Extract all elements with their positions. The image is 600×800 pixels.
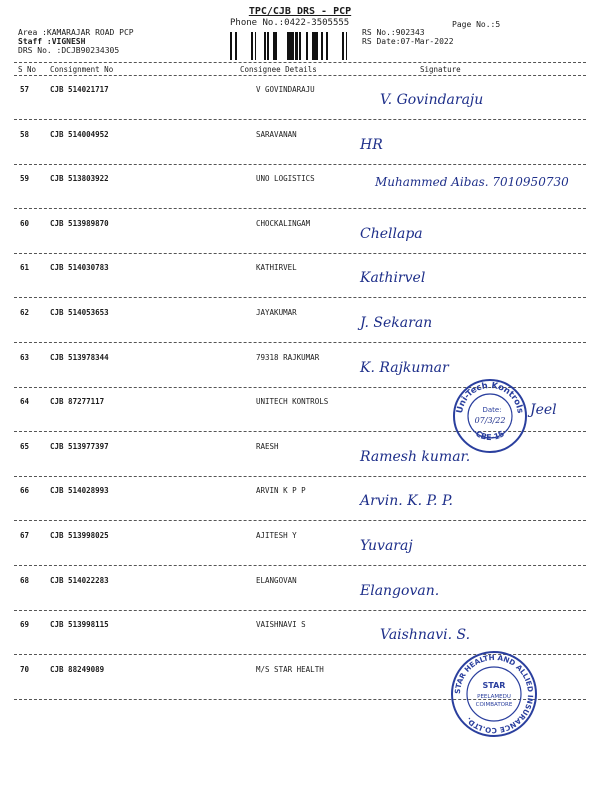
row-divider [14,610,586,611]
header-divider-bottom [14,75,586,76]
row-divider [14,164,586,165]
star-health-stamp [450,650,538,738]
row-consignee: KATHIRVEL [256,263,297,273]
rs-number: RS No.:902343 [362,28,425,37]
row-consignee: UNO LOGISTICS [256,174,315,184]
star-ring-text: STAR HEALTH AND ALLIED INSURANCE CO.LTD. [452,652,536,736]
column-consignee: Consignee Details [240,65,317,74]
row-divider [14,520,586,521]
row-signature: K. Rajkumar [360,359,449,376]
row-consignment-no: CJB 514022283 [50,575,109,585]
table-row [0,212,600,258]
row-consignee: JAYAKUMAR [256,308,297,317]
unitech-date-value: 07/3/22 [474,416,506,425]
row-divider [14,342,586,343]
row-sno: 59 [20,174,30,184]
row-signature: Vaishnavi. S. [380,627,471,644]
row-consignment-no: CJB 513998025 [50,531,109,540]
unitech-ring-top: Uni-Tech Kontrols [455,380,525,415]
star-center-top: STAR [482,681,506,690]
row-signature: Ramesh kumar. [360,448,471,465]
column-sno: S No [18,65,37,74]
row-sno: 66 [20,486,30,496]
row-consignment-no: CJB 514053653 [50,308,109,317]
row-sno: 63 [20,352,30,362]
row-divider [14,297,586,298]
row-consignee: RAESH [256,441,279,451]
table-row [0,167,600,213]
row-sno: 62 [20,308,30,317]
row-sno: 58 [20,129,30,139]
row-signature: V. Govindaraju [380,92,484,108]
row-divider [14,565,586,566]
column-signature: Signature [420,65,461,74]
row-sno: 60 [20,218,30,228]
row-consignee: ARVIN K P P [256,486,306,496]
row-consignee: VAISHNAVI S [256,620,306,630]
rs-date: RS Date:07-Mar-2022 [362,37,454,46]
row-consignment-no: CJB 513998115 [50,620,109,630]
row-sno: 57 [20,85,30,94]
row-sno: 64 [20,397,30,407]
row-consignment-no: CJB 514028993 [50,486,109,496]
table-row [0,256,600,302]
row-sno: 61 [20,263,30,273]
column-consignment: Consignment No [50,65,114,74]
unitech-date-label: Date: [482,406,502,414]
row-consignee: AJITESH Y [256,531,297,540]
star-center-line2: COIMBATORE [475,702,513,708]
row-divider [14,208,586,209]
svg-text:CBE-15 [474,429,506,442]
row-consignment-no: CJB 513989870 [50,218,109,228]
table-row [0,123,600,169]
row-signature: Elangovan. [360,582,440,599]
row-consignee: SARAVANAN [256,129,297,139]
row-consignment-no: CJB 88249089 [50,664,105,674]
row-consignment-no: CJB 514021717 [50,85,109,94]
row-consignment-no: CJB 513977397 [50,441,109,451]
barcode-icon [230,32,355,60]
staff-label: Staff :VIGNESH [18,37,86,46]
row-signature: Arvin. K. P. P. [360,493,453,510]
unitech-stamp [452,378,528,454]
table-row [0,301,600,347]
page-number: Page No.:5 [452,20,501,29]
row-consignment-no: CJB 514004952 [50,129,109,139]
row-signature: Kathirvel [360,270,426,287]
table-row [0,524,600,570]
row-consignee: M/S STAR HEALTH [256,664,324,674]
row-consignee: UNITECH KONTROLS [256,397,329,407]
row-divider [14,253,586,254]
table-row [0,479,600,525]
table-row [0,569,600,615]
row-sno: 69 [20,620,30,630]
unitech-ring-bottom: CBE-15 [473,429,507,443]
row-sno: 67 [20,531,30,540]
area-label: Area :KAMARAJAR ROAD PCP [18,28,134,37]
row-consignee: CHOCKALINGAM [256,218,311,228]
row-consignment-no: CJB 514030783 [50,263,109,273]
row-consignment-no: CJB 513978344 [50,352,109,362]
phone-number: Phone No.:0422-3505555 [230,18,350,28]
row-divider [14,476,586,477]
row-consignee: V GOVINDARAJU [256,85,315,94]
row-sno: 65 [20,441,30,451]
star-center-line1: PEELAMEDU [477,694,511,700]
row-signature: Yuvaraj [360,538,413,554]
header-divider-top [14,62,586,63]
row-sno: 68 [20,575,30,585]
row-sno: 70 [20,664,30,674]
row-consignee: ELANGOVAN [256,575,297,585]
row-consignment-no: CJB 87277117 [50,397,105,407]
row-signature: Jeel [530,402,557,419]
row-signature: J. Sekaran [360,315,433,331]
row-signature: Muhammed Aibas. 7010950730 [375,175,569,190]
row-signature: Chellapa [360,225,423,242]
sheet-title: TPC/CJB DRS - PCP [248,6,352,17]
drs-number: DRS No. :DCJB90234305 [18,46,120,55]
row-consignment-no: CJB 513803922 [50,174,109,184]
row-divider [14,119,586,120]
row-consignee: 79318 RAJKUMAR [256,352,320,362]
row-signature: HR [360,136,383,153]
table-row [0,78,600,124]
